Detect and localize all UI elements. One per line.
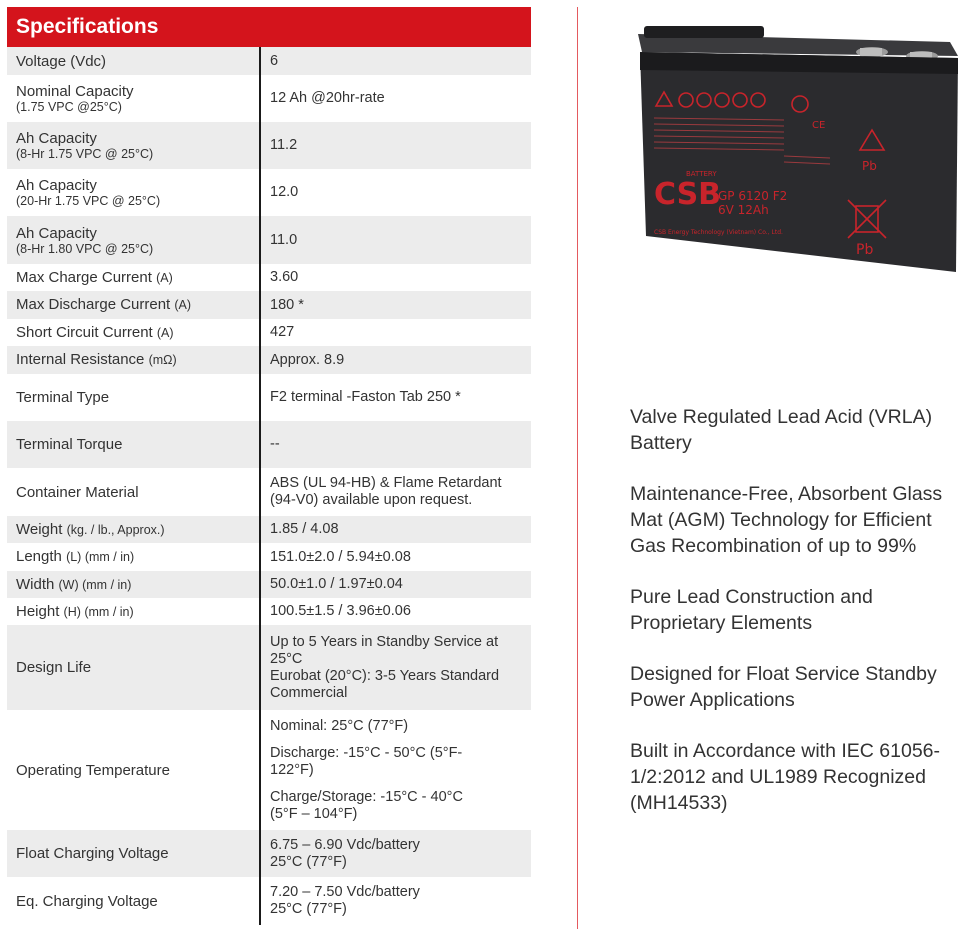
spec-value-line: Charge/Storage: -15°C - 40°C (5°F – 104°F) — [270, 788, 463, 822]
spec-label-text: Length — [16, 548, 62, 565]
feature-item: Pure Lead Construction and Proprietary Elements — [630, 586, 873, 634]
spec-unit: (A) — [156, 325, 174, 340]
spec-value — [259, 47, 531, 75]
spec-label-text: Float Charging Voltage — [16, 845, 169, 862]
spec-label — [16, 177, 259, 194]
spec-value-line: Nominal: 25°C (77°F) — [270, 717, 409, 734]
spec-row — [7, 319, 531, 346]
pb-mark-top: Pb — [862, 159, 877, 173]
spec-label-text: Max Charge Current — [16, 268, 152, 286]
battery-lid-edge — [644, 26, 764, 38]
spec-name — [7, 75, 259, 122]
spec-label-text: Ah Capacity — [16, 177, 97, 194]
spec-value-line: 12 Ah @20hr-rate — [270, 90, 385, 106]
battery-photo — [634, 24, 962, 274]
spec-name — [7, 710, 259, 830]
spec-name — [7, 169, 259, 216]
spec-label — [16, 83, 259, 100]
spec-value-line: 180 * — [270, 296, 304, 313]
feature-item: Designed for Float Service Standby Power Applications — [630, 663, 937, 711]
spec-row — [7, 264, 531, 291]
spec-label-text: Voltage (Vdc) — [16, 52, 107, 70]
spec-label — [16, 845, 259, 862]
spec-label — [16, 576, 259, 594]
spec-name — [7, 319, 259, 346]
spec-label-text: Ah Capacity — [16, 130, 97, 147]
spec-condition: (1.75 VPC @25°C) — [16, 100, 122, 114]
spec-value-line: 6.75 – 6.90 Vdc/battery 25°C (77°F) — [270, 836, 420, 870]
spec-name — [7, 374, 259, 421]
spec-value-line: 11.0 — [270, 231, 298, 248]
spec-label — [16, 324, 259, 342]
battery-body — [640, 52, 958, 272]
spec-label-text: Eq. Charging Voltage — [16, 892, 158, 910]
spec-value-line: 7.20 – 7.50 Vdc/battery 25°C (77°F) — [270, 884, 420, 917]
spec-label — [16, 659, 259, 676]
spec-row — [7, 47, 531, 75]
csb-logo: CSB — [654, 177, 722, 212]
spec-label-text: Weight — [16, 520, 63, 538]
specifications-header: Specifications — [7, 7, 531, 47]
spec-label-text: Design Life — [16, 659, 92, 676]
spec-name — [7, 543, 259, 571]
model-number: GP 6120 F2 — [718, 189, 788, 203]
spec-row — [7, 468, 531, 516]
spec-value — [259, 877, 459, 925]
spec-row — [7, 571, 531, 598]
spec-label-text: Height — [16, 602, 60, 620]
spec-label-text: Short Circuit Current — [16, 323, 153, 341]
spec-label — [16, 225, 259, 242]
spec-label — [16, 351, 259, 369]
spec-value-line: Eurobat (20°C): 3-5 Years Standard Commercial — [270, 667, 500, 701]
spec-unit: (H) (mm / in) — [63, 604, 134, 619]
spec-value — [259, 75, 531, 122]
spec-row — [7, 122, 531, 169]
spec-value-line: 3.60 — [270, 269, 299, 285]
spec-row — [7, 374, 531, 421]
spec-value — [259, 710, 489, 830]
spec-row — [7, 346, 531, 374]
spec-value — [259, 830, 459, 877]
spec-name — [7, 264, 259, 291]
spec-value-line: 12.0 — [270, 184, 299, 200]
spec-label — [16, 130, 259, 147]
spec-value — [259, 543, 531, 571]
spec-value — [259, 374, 531, 421]
spec-row — [7, 830, 531, 877]
battery-small-label: BATTERY — [686, 170, 717, 178]
value-gap — [270, 779, 479, 789]
spec-rows — [7, 47, 531, 925]
value-gap — [270, 735, 479, 745]
spec-value — [259, 571, 531, 598]
spec-value — [259, 516, 531, 543]
spec-name — [7, 468, 259, 516]
specifications-table — [7, 7, 531, 925]
spec-value-line: Approx. 8.9 — [270, 351, 345, 368]
spec-value — [259, 264, 531, 291]
spec-label-text: Ah Capacity — [16, 224, 97, 242]
spec-value-line: F2 terminal -Faston Tab 250 * — [270, 389, 461, 405]
spec-value — [259, 598, 531, 625]
spec-row — [7, 216, 531, 264]
spec-value-line: Discharge: -15°C - 50°C (5°F-122°F) — [270, 744, 463, 778]
spec-name — [7, 47, 259, 75]
spec-value-line: 6 — [270, 52, 279, 69]
spec-value-line: 151.0±2.0 / 5.94±0.08 — [270, 548, 411, 565]
spec-value — [259, 319, 531, 346]
terminal-tab-left — [860, 48, 882, 56]
spec-value — [259, 468, 531, 516]
spec-value — [259, 122, 531, 169]
spec-value — [259, 216, 531, 264]
voltage-rating: 6V 12Ah — [718, 203, 769, 217]
spec-label — [16, 296, 259, 314]
spec-name — [7, 122, 259, 169]
spec-label — [16, 436, 259, 453]
manufacturer-text: CSB Energy Technology (Vietnam) Co., Ltd. — [654, 229, 783, 236]
spec-condition: (8-Hr 1.75 VPC @ 25°C) — [16, 147, 154, 161]
spec-unit: (A) — [174, 298, 192, 312]
spec-value-line: 1.85 / 4.08 — [270, 521, 339, 537]
spec-value-line: ABS (UL 94-HB) & Flame Retardant (94-V0) available upon request. — [270, 475, 502, 508]
spec-label — [16, 389, 259, 406]
spec-label-text: Internal Resistance — [16, 351, 145, 368]
spec-label-text: Terminal Type — [16, 389, 110, 406]
spec-label-text: Operating Temperature — [16, 761, 170, 779]
spec-row — [7, 169, 531, 216]
spec-value — [259, 169, 531, 216]
feature-item: Valve Regulated Lead Acid (VRLA) Battery — [630, 406, 933, 454]
spec-row — [7, 877, 531, 925]
spec-row — [7, 421, 531, 468]
spec-value-line: Up to 5 Years in Standby Service at 25°C — [270, 633, 499, 667]
spec-value-line: 50.0±1.0 / 1.97±0.04 — [270, 576, 403, 592]
spec-row — [7, 625, 531, 710]
spec-value — [259, 291, 531, 319]
spec-label-text: Nominal Capacity — [16, 83, 134, 100]
pb-mark-bottom: Pb — [856, 242, 874, 258]
spec-label — [16, 762, 259, 779]
spec-name — [7, 830, 259, 877]
spec-name — [7, 625, 259, 710]
spec-label-text: Width — [16, 575, 55, 593]
ce-mark: CE — [812, 120, 826, 131]
spec-name — [7, 571, 259, 598]
feature-list — [630, 404, 960, 841]
spec-condition: (20-Hr 1.75 VPC @ 25°C) — [16, 194, 161, 208]
spec-value — [259, 625, 529, 710]
spec-unit: (L) (mm / in) — [66, 550, 135, 564]
column-divider — [577, 7, 578, 929]
spec-label — [16, 484, 259, 501]
spec-row — [7, 516, 531, 543]
spec-unit: (A) — [156, 270, 173, 285]
spec-name — [7, 877, 259, 925]
spec-label-text: Max Discharge Current — [16, 296, 171, 313]
spec-unit: (W) (mm / in) — [58, 577, 132, 592]
spec-name — [7, 421, 259, 468]
spec-value-line: 11.2 — [270, 137, 298, 153]
spec-value-line: 100.5±1.5 / 3.96±0.06 — [270, 603, 411, 619]
spec-name — [7, 216, 259, 264]
spec-row — [7, 543, 531, 571]
spec-condition: (8-Hr 1.80 VPC @ 25°C) — [16, 241, 154, 256]
spec-row — [7, 598, 531, 625]
spec-unit: (kg. / lb., Approx.) — [66, 522, 165, 537]
spec-label — [16, 53, 259, 70]
spec-label — [16, 603, 259, 621]
spec-name — [7, 516, 259, 543]
spec-row — [7, 75, 531, 122]
spec-label — [16, 893, 259, 910]
feature-item: Built in Accordance with IEC 61056-1/2:2012 and UL1989 Recognized (MH14533) — [630, 740, 941, 814]
spec-name — [7, 346, 259, 374]
spec-name — [7, 291, 259, 319]
spec-label — [16, 269, 259, 287]
spec-name — [7, 598, 259, 625]
spec-label-text: Terminal Torque — [16, 436, 123, 453]
spec-value — [259, 346, 531, 374]
spec-value-line: 427 — [270, 324, 295, 340]
spec-value-line: -- — [270, 436, 280, 452]
spec-unit: (mΩ) — [148, 353, 177, 367]
spec-row — [7, 710, 531, 830]
spec-label — [16, 548, 259, 566]
spec-row — [7, 291, 531, 319]
feature-item: Maintenance-Free, Absorbent Glass Mat (AGM) Technology for Efficient Gas Recombination of up to 99% — [630, 483, 943, 557]
spec-label-text: Container Material — [16, 483, 139, 501]
spec-label — [16, 521, 259, 539]
spec-value — [259, 421, 531, 468]
